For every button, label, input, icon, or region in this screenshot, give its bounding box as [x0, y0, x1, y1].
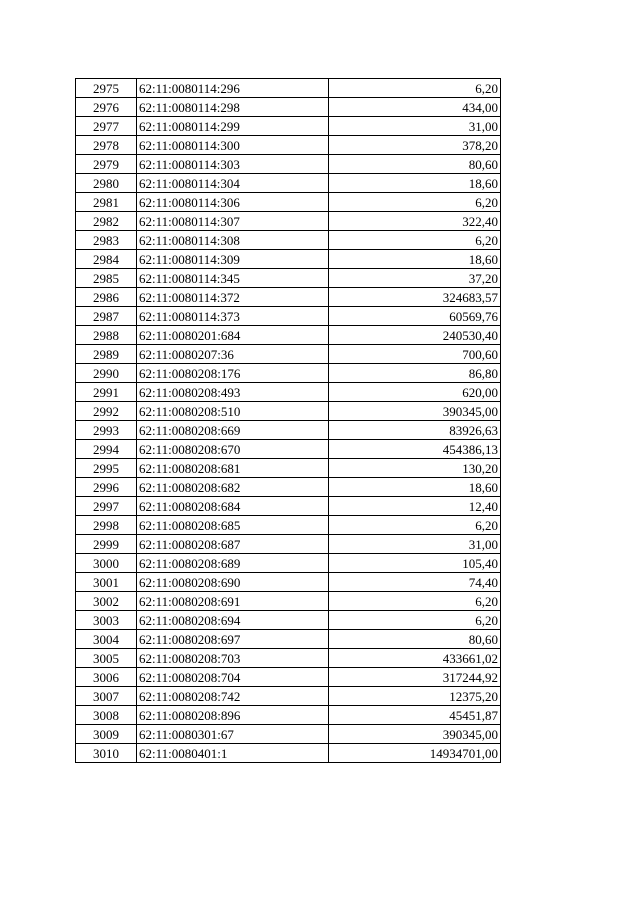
- row-number: 2991: [76, 383, 137, 402]
- cadastral-number: 62:11:0080208:690: [137, 573, 329, 592]
- cadastral-number: 62:11:0080114:307: [137, 212, 329, 231]
- table-row: [76, 79, 501, 98]
- table-row: [76, 174, 501, 193]
- cadastral-number: 62:11:0080208:687: [137, 535, 329, 554]
- cadastral-number: 62:11:0080114:298: [137, 98, 329, 117]
- row-number: 3008: [76, 706, 137, 725]
- table-row: [76, 478, 501, 497]
- table-row: [76, 402, 501, 421]
- cadastral-number: 62:11:0080208:697: [137, 630, 329, 649]
- cadastral-number: 62:11:0080114:345: [137, 269, 329, 288]
- area-value: 60569,76: [329, 307, 501, 326]
- cadastral-number: 62:11:0080208:493: [137, 383, 329, 402]
- cadastral-number: 62:11:0080208:670: [137, 440, 329, 459]
- table-row: [76, 269, 501, 288]
- area-value: 12,40: [329, 497, 501, 516]
- cadastral-number: 62:11:0080114:300: [137, 136, 329, 155]
- row-number: 2982: [76, 212, 137, 231]
- cadastral-number: 62:11:0080114:308: [137, 231, 329, 250]
- area-value: 322,40: [329, 212, 501, 231]
- cadastral-number: 62:11:0080208:685: [137, 516, 329, 535]
- area-value: 454386,13: [329, 440, 501, 459]
- area-value: 700,60: [329, 345, 501, 364]
- row-number: 2998: [76, 516, 137, 535]
- area-value: 317244,92: [329, 668, 501, 687]
- row-number: 2976: [76, 98, 137, 117]
- area-value: 18,60: [329, 478, 501, 497]
- row-number: 2999: [76, 535, 137, 554]
- table-row: [76, 611, 501, 630]
- row-number: 2995: [76, 459, 137, 478]
- area-value: 240530,40: [329, 326, 501, 345]
- cadastral-number: 62:11:0080114:306: [137, 193, 329, 212]
- cadastral-number: 62:11:0080114:373: [137, 307, 329, 326]
- area-value: 6,20: [329, 592, 501, 611]
- cadastral-table: [75, 78, 501, 763]
- row-number: 2990: [76, 364, 137, 383]
- area-value: 6,20: [329, 516, 501, 535]
- cadastral-number: 62:11:0080208:703: [137, 649, 329, 668]
- row-number: 3002: [76, 592, 137, 611]
- cadastral-number: 62:11:0080208:684: [137, 497, 329, 516]
- area-value: 12375,20: [329, 687, 501, 706]
- table-row: [76, 497, 501, 516]
- table-body: [76, 79, 501, 763]
- row-number: 2980: [76, 174, 137, 193]
- area-value: 31,00: [329, 117, 501, 136]
- table-row: [76, 307, 501, 326]
- row-number: 2996: [76, 478, 137, 497]
- row-number: 3010: [76, 744, 137, 763]
- cadastral-number: 62:11:0080208:681: [137, 459, 329, 478]
- cadastral-number: 62:11:0080114:372: [137, 288, 329, 307]
- row-number: 2981: [76, 193, 137, 212]
- table-row: [76, 687, 501, 706]
- row-number: 2989: [76, 345, 137, 364]
- row-number: 2994: [76, 440, 137, 459]
- area-value: 6,20: [329, 611, 501, 630]
- area-value: 130,20: [329, 459, 501, 478]
- area-value: 390345,00: [329, 725, 501, 744]
- table-row: [76, 212, 501, 231]
- table-row: [76, 231, 501, 250]
- area-value: 80,60: [329, 630, 501, 649]
- area-value: 390345,00: [329, 402, 501, 421]
- table-row: [76, 535, 501, 554]
- cadastral-number: 62:11:0080208:669: [137, 421, 329, 440]
- cadastral-number: 62:11:0080401:1: [137, 744, 329, 763]
- cadastral-number: 62:11:0080208:689: [137, 554, 329, 573]
- area-value: 105,40: [329, 554, 501, 573]
- area-value: 80,60: [329, 155, 501, 174]
- row-number: 2985: [76, 269, 137, 288]
- area-value: 45451,87: [329, 706, 501, 725]
- table-row: [76, 155, 501, 174]
- row-number: 2993: [76, 421, 137, 440]
- table-row: [76, 136, 501, 155]
- area-value: 620,00: [329, 383, 501, 402]
- row-number: 2997: [76, 497, 137, 516]
- table-row: [76, 649, 501, 668]
- area-value: 18,60: [329, 174, 501, 193]
- table-row: [76, 345, 501, 364]
- cadastral-number: 62:11:0080208:704: [137, 668, 329, 687]
- cadastral-number: 62:11:0080114:309: [137, 250, 329, 269]
- row-number: 2988: [76, 326, 137, 345]
- cadastral-number: 62:11:0080114:303: [137, 155, 329, 174]
- cadastral-number: 62:11:0080207:36: [137, 345, 329, 364]
- area-value: 6,20: [329, 79, 501, 98]
- row-number: 3006: [76, 668, 137, 687]
- table-row: [76, 326, 501, 345]
- area-value: 6,20: [329, 231, 501, 250]
- table-row: [76, 706, 501, 725]
- area-value: 86,80: [329, 364, 501, 383]
- row-number: 2983: [76, 231, 137, 250]
- table-row: [76, 383, 501, 402]
- cadastral-number: 62:11:0080208:682: [137, 478, 329, 497]
- row-number: 2986: [76, 288, 137, 307]
- row-number: 3000: [76, 554, 137, 573]
- table-row: [76, 364, 501, 383]
- table-row: [76, 725, 501, 744]
- cadastral-number: 62:11:0080208:896: [137, 706, 329, 725]
- cadastral-number: 62:11:0080208:691: [137, 592, 329, 611]
- table-row: [76, 288, 501, 307]
- row-number: 2992: [76, 402, 137, 421]
- cadastral-number: 62:11:0080208:742: [137, 687, 329, 706]
- table-row: [76, 250, 501, 269]
- area-value: 18,60: [329, 250, 501, 269]
- area-value: 324683,57: [329, 288, 501, 307]
- cadastral-number: 62:11:0080208:176: [137, 364, 329, 383]
- row-number: 3001: [76, 573, 137, 592]
- cadastral-number: 62:11:0080208:694: [137, 611, 329, 630]
- table-row: [76, 668, 501, 687]
- cadastral-number: 62:11:0080114:296: [137, 79, 329, 98]
- table-row: [76, 117, 501, 136]
- row-number: 3004: [76, 630, 137, 649]
- row-number: 2979: [76, 155, 137, 174]
- area-value: 378,20: [329, 136, 501, 155]
- area-value: 37,20: [329, 269, 501, 288]
- area-value: 31,00: [329, 535, 501, 554]
- area-value: 14934701,00: [329, 744, 501, 763]
- cadastral-number: 62:11:0080114:299: [137, 117, 329, 136]
- row-number: 2978: [76, 136, 137, 155]
- table-row: [76, 459, 501, 478]
- row-number: 3003: [76, 611, 137, 630]
- area-value: 74,40: [329, 573, 501, 592]
- table-row: [76, 193, 501, 212]
- cadastral-number: 62:11:0080301:67: [137, 725, 329, 744]
- table-row: [76, 98, 501, 117]
- row-number: 3007: [76, 687, 137, 706]
- row-number: 2984: [76, 250, 137, 269]
- cadastral-number: 62:11:0080208:510: [137, 402, 329, 421]
- table-row: [76, 744, 501, 763]
- table-row: [76, 421, 501, 440]
- row-number: 2977: [76, 117, 137, 136]
- table-row: [76, 516, 501, 535]
- row-number: 2987: [76, 307, 137, 326]
- table-row: [76, 554, 501, 573]
- area-value: 433661,02: [329, 649, 501, 668]
- cadastral-number: 62:11:0080201:684: [137, 326, 329, 345]
- table-row: [76, 440, 501, 459]
- area-value: 6,20: [329, 193, 501, 212]
- row-number: 3009: [76, 725, 137, 744]
- table-row: [76, 573, 501, 592]
- cadastral-number: 62:11:0080114:304: [137, 174, 329, 193]
- row-number: 2975: [76, 79, 137, 98]
- table-row: [76, 630, 501, 649]
- area-value: 434,00: [329, 98, 501, 117]
- area-value: 83926,63: [329, 421, 501, 440]
- table-row: [76, 592, 501, 611]
- row-number: 3005: [76, 649, 137, 668]
